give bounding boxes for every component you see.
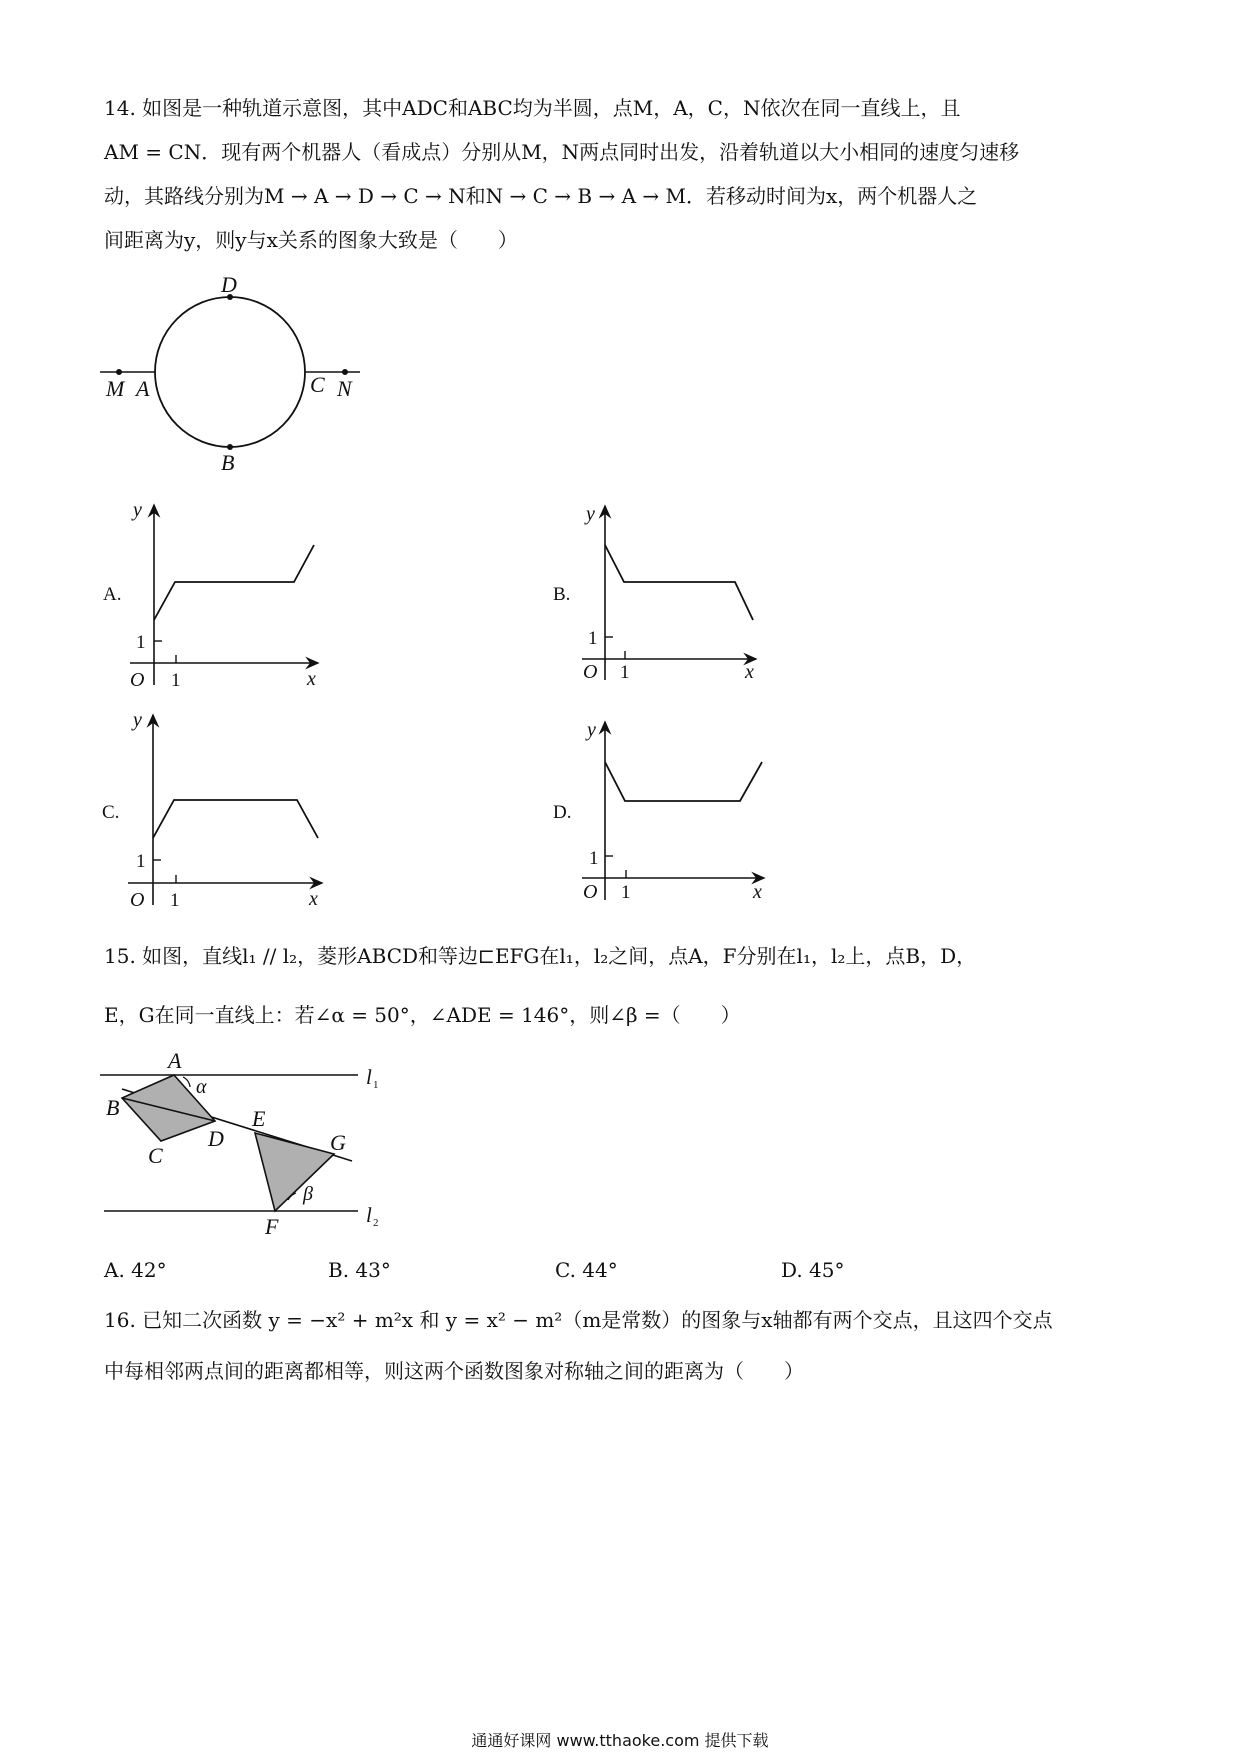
label-B: B: [221, 450, 235, 475]
option-c-x-label: x: [309, 888, 318, 910]
option-c-tick-y: 1: [136, 851, 146, 872]
q16-line-2: 中每相邻两点间的距离都相等，则这两个函数图象对称轴之间的距离为（ ）: [104, 1359, 804, 1383]
option-d-tick-x: 1: [621, 882, 631, 903]
label-C: C: [310, 372, 325, 397]
q15-label-l2-sub: 2: [373, 1217, 379, 1229]
option-c-origin: O: [130, 889, 145, 911]
option-a-origin: O: [130, 669, 145, 691]
label-D: D: [221, 272, 237, 297]
option-d-y-label: y: [587, 719, 596, 741]
q15-label-l1-sub: 1: [373, 1079, 379, 1091]
q15-line-1: 15. 如图，直线l₁ // l₂，菱形ABCD和等边⊏EFG在l₁，l₂之间，点A，F分别在l₁，l₂上，点B，D，: [104, 944, 977, 968]
q15-label-alpha: α: [196, 1076, 207, 1098]
option-d-tick-y: 1: [589, 848, 599, 869]
q16-line-1: 16. 已知二次函数 y = −x² + m²x 和 y = x² − m²（m是常数）的图象与x轴都有两个交点，且这四个交点: [104, 1308, 1053, 1332]
option-d-x-label: x: [753, 881, 762, 903]
q15-option-b: B. 43°: [328, 1258, 391, 1282]
q15-line-2: E，G在同一直线上：若∠α = 50°，∠ADE = 146°，则∠β =（ ）: [104, 1003, 741, 1027]
option-b-x-label: x: [745, 661, 754, 683]
q15-label-l2: l: [366, 1203, 372, 1227]
q15-label-G: G: [330, 1130, 346, 1155]
label-M: M: [106, 376, 125, 401]
option-a-x-label: x: [307, 668, 316, 690]
q15-label-beta: β: [303, 1183, 313, 1205]
option-a-letter: A.: [103, 584, 122, 605]
q15-label-C: C: [148, 1143, 163, 1168]
q15-label-E: E: [252, 1106, 266, 1131]
q15-option-d: D. 45°: [781, 1258, 845, 1282]
option-d-letter: D.: [553, 802, 572, 823]
option-a-tick-y: 1: [136, 632, 146, 653]
option-b-tick-x: 1: [620, 662, 630, 683]
option-b-letter: B.: [553, 584, 571, 605]
q14-line-4: 间距离为y，则y与x关系的图象大致是（ ）: [104, 228, 518, 252]
q14-line-2: AM = CN．现有两个机器人（看成点）分别从M，N两点同时出发，沿着轨道以大小相同的速度匀速移: [104, 140, 1020, 164]
option-c-tick-x: 1: [170, 890, 180, 911]
option-c-y-label: y: [133, 709, 142, 731]
q15-label-B: B: [106, 1095, 120, 1120]
option-b-tick-y: 1: [588, 628, 598, 649]
q15-label-A: A: [168, 1048, 182, 1073]
option-b-origin: O: [583, 661, 598, 683]
q15-label-F: F: [265, 1214, 279, 1239]
q14-line-3: 动，其路线分别为M → A → D → C → N和N → C → B → A → M．若移动时间为x，两个机器人之: [104, 184, 978, 208]
page-footer: 通通好课网 www.tthaoke.com 提供下载: [471, 1731, 769, 1750]
option-d-origin: O: [583, 881, 598, 903]
option-a-tick-x: 1: [171, 670, 181, 691]
option-b-y-label: y: [586, 503, 595, 525]
q15-option-c: C. 44°: [555, 1258, 618, 1282]
option-a-y-label: y: [133, 499, 142, 521]
q15-label-l1: l: [366, 1065, 372, 1089]
q15-option-a: A. 42°: [104, 1258, 167, 1282]
option-c-letter: C.: [102, 802, 120, 823]
q14-line-1: 14. 如图是一种轨道示意图，其中ADC和ABC均为半圆，点M，A，C，N依次在同一直线上，且: [104, 96, 961, 120]
label-A: A: [136, 376, 150, 401]
label-N: N: [337, 376, 352, 401]
q15-label-D: D: [208, 1126, 224, 1151]
